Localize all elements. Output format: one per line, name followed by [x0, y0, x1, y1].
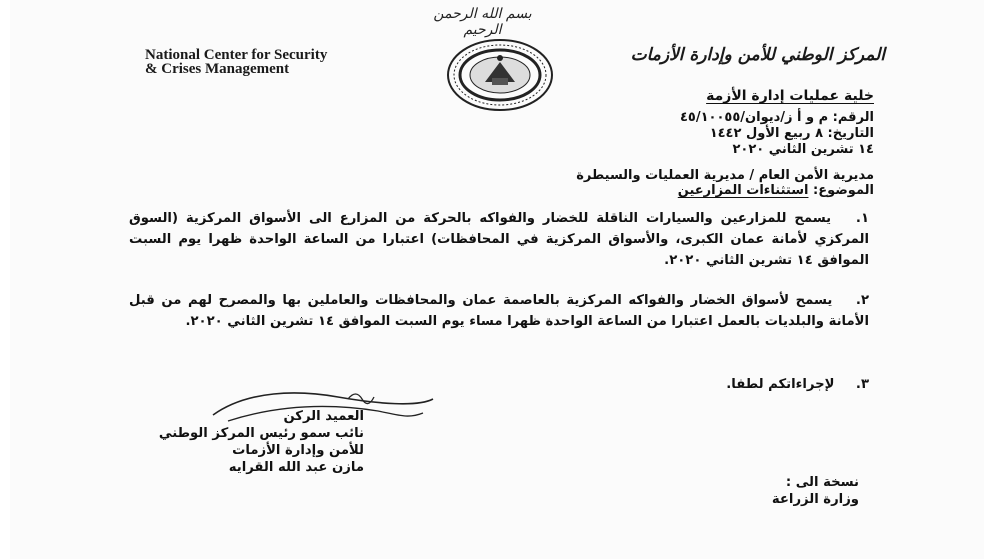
copy-to-block — [772, 474, 859, 508]
gregorian-date: ١٤ تشرين الثاني ٢٠٢٠ — [732, 142, 874, 157]
subject-value: استثناءات المزارعين — [677, 183, 809, 198]
english-name-line2: & Crises Management — [145, 61, 290, 77]
item-3-number: ٣. — [855, 377, 869, 392]
english-name-line1: National Center for Security — [145, 47, 328, 63]
hijri-date: التاريخ: ٨ ربيع الأول ١٤٤٢ — [709, 126, 874, 141]
copy-to-recipient: وزارة الزراعة — [771, 492, 859, 507]
signatory-title-line2: للأمن وإدارة الأزمات — [232, 443, 364, 458]
signatory-rank: العميد الركن — [283, 409, 364, 424]
item-1-text: يسمح للمزارعين والسيارات الناقلة للخضار والفواكه بالحركة من المزارع الى الأسواق المركزية (السوق المركزي لأمانة عمان الكبرى، والأسواق المركزية في المحافظات) اعتبارا من الساعة الواحدة ظهرا يوم السبت الموافق ١٤ تشرين الثاني ٢٠٢٠. — [129, 211, 869, 268]
item-3-text: لإجراءاتكم لطفا. — [726, 377, 835, 392]
copy-to-label: نسخة الى : — [785, 475, 859, 490]
arabic-letterhead: المركز الوطني للأمن وإدارة الأزمات — [630, 45, 885, 65]
letter-page — [10, 0, 984, 559]
reference-number: الرقم: م و أ ز/ديوان/٤٥/١٠٠٥٥ — [679, 110, 874, 125]
signatory-title-line1: نائب سمو رئيس المركز الوطني — [158, 426, 364, 441]
subject-line — [678, 183, 874, 198]
basmala-heading: بسم الله الرحمن الرحيم — [433, 6, 532, 38]
item-1-number: ١. — [855, 211, 869, 226]
signatory-block — [159, 408, 364, 476]
item-2-text: يسمح لأسواق الخضار والفواكه المركزية بالعاصمة عمان والمحافظات والعاملين بها والمصرح لهم من قبل الأمانة والبلديات بالعمل اعتبارا من الساعة الواحدة ظهرا مساء يوم السبت الموافق ١٤ تشرين الثاني ٢٠٢٠. — [129, 293, 869, 329]
operations-cell-title: خلية عمليات إدارة الأزمة — [706, 88, 874, 104]
addressee: مديرية الأمن العام / مديرية العمليات والسيطرة — [576, 168, 874, 183]
center-seal-emblem — [445, 38, 555, 113]
signatory-name: مازن عبد الله القرايه — [228, 460, 364, 475]
subject-label: الموضوع: — [813, 183, 874, 198]
item-1 — [129, 208, 869, 271]
item-2-number: ٢. — [855, 293, 869, 308]
english-letterhead — [145, 48, 430, 76]
item-2 — [129, 290, 869, 332]
